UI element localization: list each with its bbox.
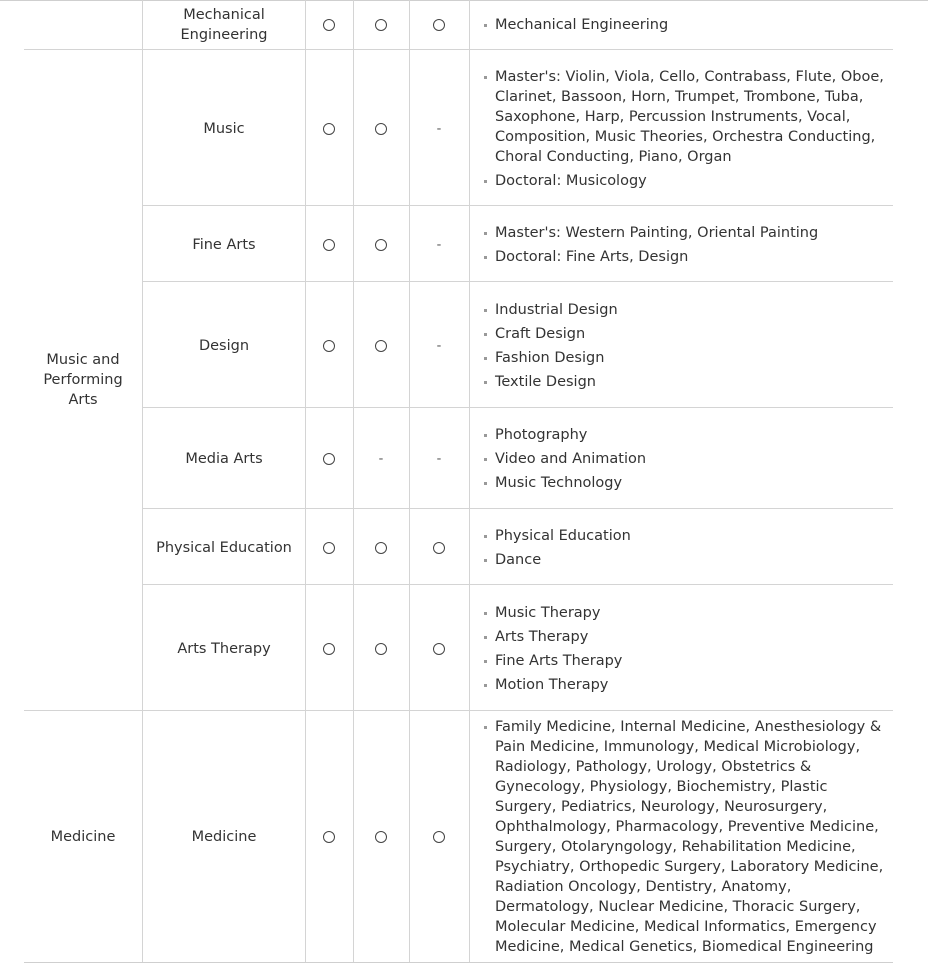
subfield-cell	[143, 51, 305, 206]
program-details-cell	[484, 409, 884, 509]
program-list-item: Craft Design	[484, 324, 884, 344]
field-label: Medicine	[50, 828, 116, 845]
available-circle-icon	[433, 831, 445, 843]
program-list-item: Doctoral: Musicology	[484, 171, 884, 191]
field-cell	[24, 50, 142, 710]
program-list-item: Arts Therapy	[484, 627, 884, 647]
program-details-cell	[484, 586, 884, 711]
program-details-cell	[484, 207, 884, 282]
subfield-label: Medicine	[191, 829, 257, 845]
program-details-cell	[484, 283, 884, 408]
program-details-cell	[484, 51, 884, 206]
program-list-item: Physical Education	[484, 526, 884, 546]
available-circle-icon	[433, 542, 445, 554]
subfield-label: Physical Education	[156, 539, 292, 556]
not-available-dash: -	[436, 451, 442, 467]
not-available-dash: -	[436, 121, 442, 136]
subfield-cell	[143, 283, 305, 408]
available-circle-icon	[375, 542, 387, 554]
available-circle-icon	[323, 643, 335, 655]
subfield-label: Design	[198, 337, 250, 354]
program-list-item: Fashion Design	[484, 348, 884, 368]
column-divider	[469, 0, 470, 962]
available-circle-icon	[375, 19, 387, 31]
subfield-label: Fine Arts	[192, 236, 256, 253]
program-list-item: Doctoral: Fine Arts, Design	[484, 247, 884, 267]
subfield-cell	[143, 510, 305, 585]
subfield-cell	[143, 207, 305, 282]
not-available-dash: -	[436, 338, 442, 353]
available-circle-icon	[375, 643, 387, 655]
column-divider	[409, 0, 410, 962]
program-list-item: Photography	[484, 425, 884, 445]
program-list-item: Family Medicine, Internal Medicine, Anesthesiology & Pain Medicine, Immunology, Medical Microbiology, Radiology, Pathology, Urology, Obstetrics & Gynecology, Physiology, Biochemistry, Plastic Surgery, Pediatrics, Neurology, Neurosurgery, Ophthalmology, Pharmacology, Preventive Medicine, Surgery, Otolaryngology, Rehabilitation Medicine, Psychiatry, Orthopedic Surgery, Laboratory Medicine, Radiation Oncology, Dentistry, Anatomy, Dermatology, Nuclear Medicine, Thoracic Surgery, Molecular Medicine, Medical Informatics, Emergency Medicine, Medical Genetics, Biomedical Engineering	[484, 717, 884, 957]
program-list-item: Dance	[484, 550, 884, 570]
subfield-cell	[143, 586, 305, 711]
column-divider	[305, 0, 306, 962]
program-list-item: Master's: Violin, Viola, Cello, Contrabass, Flute, Oboe, Clarinet, Bassoon, Horn, Trumpet, Trombone, Tuba, Saxophone, Harp, Percussion Instruments, Vocal, Composition, Music Theories, Orchestra Conducting, Choral Conducting, Piano, Organ	[484, 67, 884, 167]
available-circle-icon	[323, 831, 335, 843]
available-circle-icon	[323, 123, 335, 135]
subfield-label: Arts Therapy	[177, 640, 271, 657]
field-cell	[24, 711, 142, 962]
program-list-item: Music Technology	[484, 473, 884, 493]
not-available-dash: -	[436, 237, 442, 252]
available-circle-icon	[323, 453, 335, 465]
available-circle-icon	[375, 239, 387, 251]
not-available-dash: -	[378, 451, 384, 467]
subfield-label: Media Arts	[185, 451, 263, 467]
available-circle-icon	[375, 831, 387, 843]
program-list-item: Master's: Western Painting, Oriental Painting	[484, 223, 884, 243]
available-circle-icon	[375, 123, 387, 135]
program-details-cell	[484, 0, 884, 50]
available-circle-icon	[323, 340, 335, 352]
program-list-item: Mechanical Engineering	[484, 15, 884, 35]
program-list-item: Music Therapy	[484, 603, 884, 623]
available-circle-icon	[323, 239, 335, 251]
available-circle-icon	[323, 19, 335, 31]
subfield-cell	[143, 0, 305, 50]
program-details-cell	[484, 712, 884, 962]
program-list-item: Industrial Design	[484, 300, 884, 320]
available-circle-icon	[433, 19, 445, 31]
column-divider	[353, 0, 354, 962]
subfield-cell	[143, 712, 305, 962]
program-list-item: Video and Animation	[484, 449, 884, 469]
program-list-item: Fine Arts Therapy	[484, 651, 884, 671]
subfield-cell	[143, 409, 305, 509]
subfield-label: Mechanical Engineering	[180, 7, 268, 43]
subfield-label: Music	[203, 120, 245, 137]
program-list-item: Textile Design	[484, 372, 884, 392]
field-label: Music and Performing Arts	[43, 352, 123, 408]
available-circle-icon	[323, 542, 335, 554]
available-circle-icon	[375, 340, 387, 352]
program-details-cell	[484, 510, 884, 585]
available-circle-icon	[433, 643, 445, 655]
program-list-item: Motion Therapy	[484, 675, 884, 695]
